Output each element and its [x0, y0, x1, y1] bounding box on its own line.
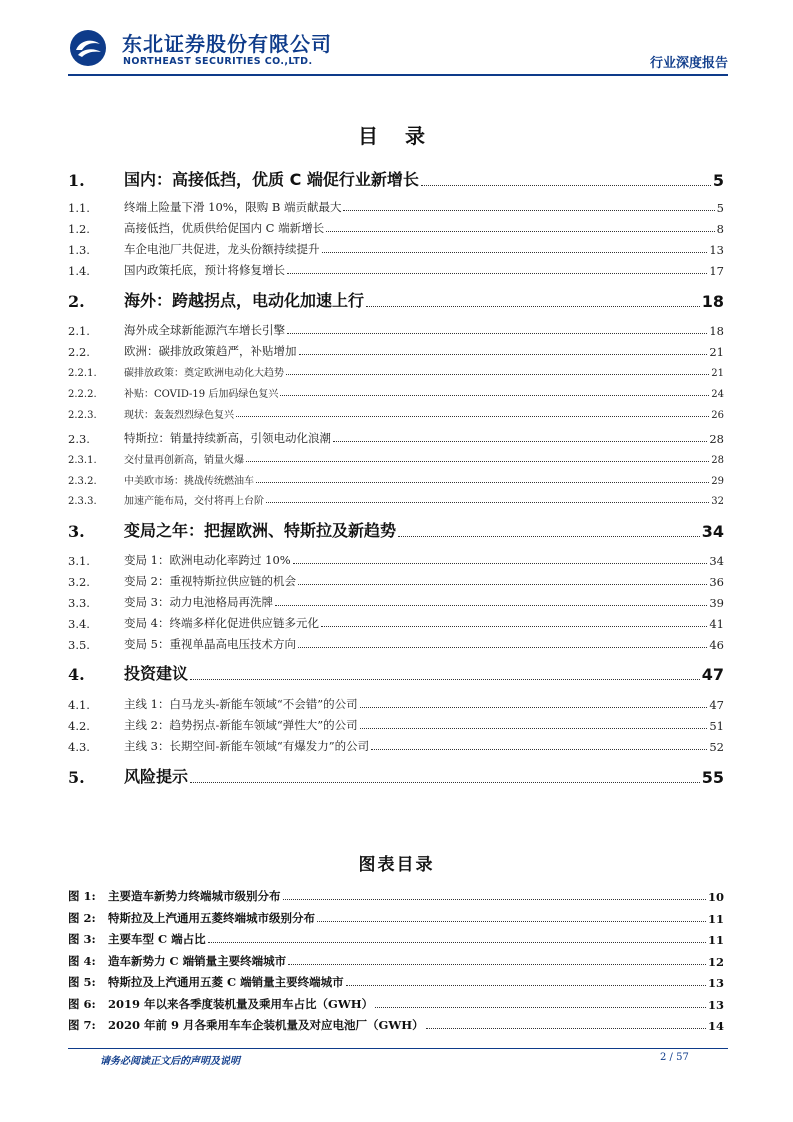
- figure-page: 10: [707, 890, 724, 904]
- toc-entry[interactable]: [68, 239, 724, 257]
- toc-leader-dots: [360, 727, 708, 729]
- toc-entry-page: 39: [709, 596, 724, 610]
- report-type: 行业深度报告: [649, 56, 728, 71]
- toc-leader-dots: [236, 415, 709, 417]
- toc-entry-number: 2.2.1.: [68, 368, 97, 379]
- figure-label: 主要造车新势力终端城市级别分布: [108, 889, 281, 903]
- toc-entry-label: 变局 4：终端多样化促进供应链多元化: [124, 616, 319, 630]
- toc-entry-page: 55: [701, 768, 724, 787]
- figure-page: 13: [707, 997, 724, 1012]
- company-name-cn: 东北证券股份有限公司: [122, 32, 332, 56]
- figure-label: 造车新势力 C 端销量主要终端城市: [108, 953, 287, 968]
- toc-entry-number: 3.3.: [68, 596, 90, 610]
- toc-leader-dots: [190, 678, 700, 680]
- toc-entry-page: 18: [709, 324, 724, 338]
- figure-label: 2019 年以来各季度装机量及乘用车占比（GWH）: [108, 996, 374, 1011]
- toc-leader-dots: [321, 625, 707, 627]
- toc-leader-dots: [322, 251, 708, 253]
- toc-entry-number: 1.2.: [68, 222, 90, 236]
- toc-entry-number: 1.1.: [68, 201, 90, 215]
- toc-entry-page: 36: [709, 575, 724, 589]
- toc-entry-page: 34: [701, 522, 724, 541]
- toc-entry[interactable]: [68, 515, 724, 541]
- toc-entry[interactable]: [68, 658, 724, 684]
- figure-leader-dots: [208, 942, 706, 943]
- toc-entry-number: 2.2.3.: [68, 410, 97, 421]
- toc-leader-dots: [275, 604, 707, 606]
- toc-entry[interactable]: [68, 491, 724, 507]
- toc-entry[interactable]: [68, 341, 724, 359]
- toc-entry-number: 2.1.: [68, 324, 90, 338]
- toc-entry-page: 28: [711, 455, 724, 466]
- company-name-en: NORTHEAST SECURITIES CO.,LTD.: [123, 56, 313, 67]
- figure-number: 图 1:: [68, 889, 96, 903]
- toc-entry-number: 4.2.: [68, 719, 90, 733]
- toc-leader-dots: [326, 230, 715, 232]
- toc-entry[interactable]: [68, 715, 724, 733]
- figure-list-entry[interactable]: [68, 906, 724, 926]
- toc-entry-label: 变局 3：动力电池格局再洗牌: [124, 595, 273, 609]
- footer-divider: [68, 1048, 728, 1049]
- toc-entry-label: 海外：跨越拐点，电动化加速上行: [124, 291, 365, 310]
- toc-entry-page: 26: [711, 410, 724, 421]
- toc-leader-dots: [333, 440, 707, 442]
- toc-entry[interactable]: [68, 384, 724, 400]
- figure-list-entry[interactable]: [68, 927, 724, 947]
- toc-entry[interactable]: [68, 320, 724, 338]
- figure-label: 特斯拉及上汽通用五菱终端城市级别分布: [108, 910, 315, 925]
- toc-entry-label: 终端上险量下滑 10%，限购 B 端贡献最大: [124, 200, 342, 214]
- toc-entry-number: 2.2.2.: [68, 389, 97, 400]
- figure-leader-dots: [375, 1007, 706, 1008]
- toc-entry[interactable]: [68, 471, 724, 487]
- figure-list-entry[interactable]: [68, 949, 724, 969]
- figure-number: 图 7:: [68, 1018, 96, 1032]
- figure-page: 13: [707, 976, 724, 990]
- toc-entry-label: 现状：轰轰烈烈绿色复兴: [124, 410, 234, 421]
- toc-entry-number: 1.3.: [68, 243, 90, 257]
- figure-list-entry[interactable]: [68, 992, 724, 1012]
- toc-entry-number: 1.4.: [68, 264, 90, 278]
- toc-entry[interactable]: [68, 197, 724, 215]
- toc-leader-dots: [343, 209, 714, 211]
- toc-entry-page: 13: [709, 243, 724, 257]
- toc-entry[interactable]: [68, 592, 724, 610]
- footer-disclaimer: 请务必阅读正文后的声明及说明: [100, 1056, 240, 1067]
- toc-entry-number: 2.3.: [68, 432, 90, 446]
- toc-leader-dots: [360, 706, 708, 708]
- figure-page: 11: [707, 911, 724, 926]
- toc-entry-number: 2.2.: [68, 345, 90, 359]
- toc-entry-label: 投资建议: [124, 664, 189, 683]
- toc-leader-dots: [421, 184, 711, 186]
- figure-page: 14: [707, 1019, 724, 1033]
- toc-entry-number: 3.2.: [68, 575, 90, 589]
- figure-list-title: 图表目录: [358, 855, 435, 875]
- toc-leader-dots: [256, 481, 709, 483]
- toc-entry-page: 34: [709, 554, 724, 568]
- figure-label: 2020 年前 9 月各乘用车车企装机量及对应电池厂（GWH）: [108, 1018, 424, 1032]
- toc-entry-label: 中美欧市场：挑战传统燃油车: [124, 476, 254, 487]
- toc-leader-dots: [246, 460, 709, 462]
- figure-page: 12: [707, 954, 724, 969]
- toc-leader-dots: [190, 781, 700, 783]
- toc-entry-label: 特斯拉：销量持续新高，引领电动化浪潮: [124, 431, 331, 445]
- toc-entry[interactable]: [68, 405, 724, 421]
- toc-entry-page: 46: [709, 638, 724, 652]
- toc-leader-dots: [293, 562, 708, 564]
- toc-entry-page: 21: [709, 345, 724, 359]
- figure-page: 11: [707, 933, 724, 947]
- toc-entry-page: 51: [709, 719, 724, 733]
- toc-leader-dots: [280, 394, 709, 396]
- toc-leader-dots: [299, 353, 708, 355]
- toc-entry-page: 52: [709, 740, 724, 754]
- toc-entry-label: 变局 5：重视单晶高电压技术方向: [124, 637, 296, 651]
- figure-list-entry[interactable]: [68, 1013, 724, 1033]
- toc-entry[interactable]: [68, 634, 724, 652]
- figure-leader-dots: [317, 921, 706, 922]
- toc-entry[interactable]: [68, 736, 724, 754]
- toc-entry-number: 1.: [68, 171, 85, 190]
- toc-entry-number: 3.1.: [68, 554, 90, 568]
- toc-entry-number: 2.: [68, 292, 85, 311]
- toc-entry-page: 28: [709, 432, 724, 446]
- toc-entry-page: 17: [709, 264, 724, 278]
- toc-entry-number: 2.3.2.: [68, 476, 97, 487]
- toc-leader-dots: [298, 646, 707, 648]
- toc-entry[interactable]: [68, 571, 724, 589]
- figure-leader-dots: [288, 964, 706, 965]
- toc-entry-number: 5.: [68, 768, 85, 787]
- toc-entry[interactable]: [68, 694, 724, 712]
- toc-entry[interactable]: [68, 285, 724, 311]
- toc-entry-label: 变局 2：重视特斯拉供应链的机会: [124, 574, 296, 588]
- toc-entry-page: 18: [701, 292, 724, 311]
- page-indicator: 2 / 57: [660, 1052, 689, 1063]
- toc-leader-dots: [266, 501, 709, 503]
- figure-list-entry[interactable]: [68, 884, 724, 904]
- toc-entry-label: 碳排放政策：奠定欧洲电动化大趋势: [124, 368, 284, 379]
- toc-entry-page: 5: [716, 201, 724, 215]
- figure-number: 图 2:: [68, 910, 96, 925]
- toc-entry-page: 8: [716, 222, 724, 236]
- toc-entry-label: 高接低挡，优质供给促国内 C 端新增长: [124, 221, 325, 235]
- header-divider: [68, 74, 728, 76]
- toc-entry[interactable]: [68, 363, 724, 379]
- toc-entry[interactable]: [68, 428, 724, 446]
- toc-entry-label: 海外成全球新能源汽车增长引擎: [124, 323, 285, 337]
- toc-entry[interactable]: [68, 218, 724, 236]
- toc-entry-number: 3.: [68, 522, 85, 541]
- toc-entry-label: 补贴：COVID-19 后加码绿色复兴: [124, 389, 279, 400]
- toc-entry[interactable]: [68, 550, 724, 568]
- toc-entry-label: 国内政策托底，预计将修复增长: [124, 263, 285, 277]
- figure-number: 图 4:: [68, 953, 96, 968]
- toc-entry-label: 变局之年：把握欧洲、特斯拉及新趋势: [124, 521, 397, 540]
- toc-entry-page: 29: [711, 476, 724, 487]
- toc-entry-number: 2.3.3.: [68, 496, 97, 507]
- toc-entry-page: 21: [711, 368, 724, 379]
- toc-entry-label: 风险提示: [124, 767, 189, 786]
- toc-entry-label: 变局 1：欧洲电动化率跨过 10%: [124, 553, 291, 567]
- toc-title: 目 录: [358, 124, 435, 148]
- toc-entry-number: 4.1.: [68, 698, 90, 712]
- figure-leader-dots: [346, 985, 706, 986]
- toc-entry-page: 41: [709, 617, 724, 631]
- toc-entry-label: 加速产能布局，交付将再上台阶: [124, 496, 264, 507]
- figure-label: 特斯拉及上汽通用五菱 C 端销量主要终端城市: [108, 975, 344, 989]
- figure-number: 图 6:: [68, 996, 96, 1011]
- toc-entry-label: 交付量再创新高，销量火爆: [124, 455, 244, 466]
- toc-entry-label: 主线 2：趋势拐点-新能车领域“弹性大”的公司: [124, 718, 358, 732]
- figure-number: 图 5:: [68, 975, 96, 989]
- toc-entry-label: 车企电池厂共促进，龙头份额持续提升: [124, 242, 320, 256]
- toc-leader-dots: [366, 305, 700, 307]
- toc-entry[interactable]: [68, 613, 724, 631]
- toc-leader-dots: [371, 748, 707, 750]
- toc-entry[interactable]: [68, 260, 724, 278]
- toc-entry-page: 47: [709, 698, 724, 712]
- toc-entry-label: 国内：高接低挡，优质 C 端促行业新增长: [124, 170, 419, 189]
- toc-entry[interactable]: [68, 450, 724, 466]
- figure-leader-dots: [426, 1028, 706, 1029]
- figure-leader-dots: [283, 899, 706, 900]
- page-header: [68, 26, 728, 76]
- toc-entry[interactable]: [68, 164, 724, 190]
- toc-leader-dots: [287, 332, 707, 334]
- toc-entry-page: 32: [711, 496, 724, 507]
- toc-entry-label: 欧洲：碳排放政策趋严，补贴增加: [124, 344, 297, 358]
- figure-number: 图 3:: [68, 932, 96, 946]
- toc-entry-page: 47: [701, 665, 724, 684]
- toc-entry-page: 5: [712, 171, 724, 190]
- toc-entry-label: 主线 3：长期空间-新能车领域“有爆发力”的公司: [124, 739, 370, 753]
- toc-entry-number: 3.4.: [68, 617, 90, 631]
- toc-leader-dots: [298, 583, 707, 585]
- figure-list-entry[interactable]: [68, 970, 724, 990]
- toc-entry-number: 4.3.: [68, 740, 90, 754]
- toc-entry-page: 24: [711, 389, 724, 400]
- toc-entry-number: 2.3.1.: [68, 455, 97, 466]
- toc-entry-number: 4.: [68, 665, 85, 684]
- toc-entry[interactable]: [68, 761, 724, 787]
- toc-leader-dots: [398, 535, 700, 537]
- toc-entry-number: 3.5.: [68, 638, 90, 652]
- toc-leader-dots: [287, 272, 707, 274]
- company-logo: [68, 28, 108, 68]
- toc-entry-label: 主线 1：白马龙头-新能车领域“不会错”的公司: [124, 697, 358, 711]
- toc-leader-dots: [286, 373, 709, 375]
- figure-label: 主要车型 C 端占比: [108, 932, 206, 946]
